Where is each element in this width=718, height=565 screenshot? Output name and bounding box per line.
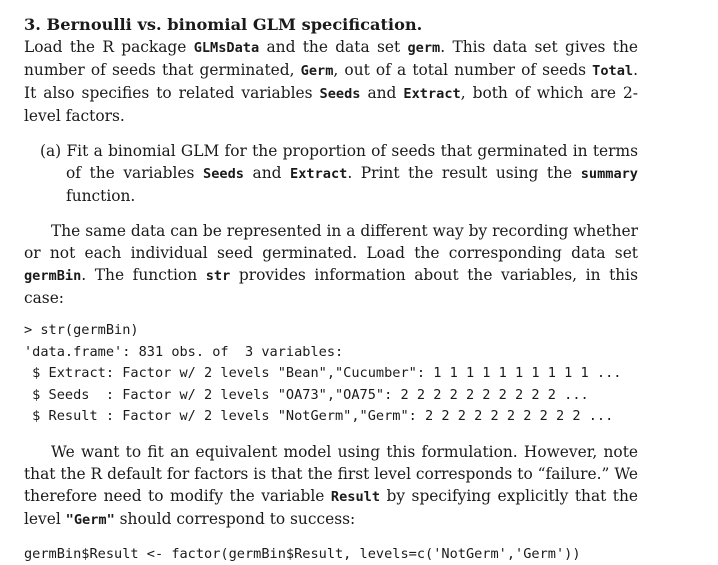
intro-text: Load the R package: [24, 38, 194, 56]
variable-name: Germ: [301, 63, 334, 79]
paragraph-text: by specifying explicitly that the level: [24, 487, 638, 528]
code-line: germBin$Result <- factor(germBin$Result, levels=c('NotGerm','Germ')): [24, 544, 714, 565]
part-a-item: [24, 140, 638, 207]
dataset-name: germ: [407, 40, 440, 56]
code-line: $ Extract: Factor w/ 2 levels "Bean","Cucumber": 1 1 1 1 1 1 1 1 1 1 ...: [24, 363, 714, 385]
code-line: > str(germBin): [24, 320, 714, 342]
paragraph-text: . The function: [81, 266, 205, 284]
intro-text: and: [360, 84, 403, 102]
code-line: $ Seeds : Factor w/ 2 levels "OA73","OA75": 2 2 2 2 2 2 2 2 2 2 ...: [24, 385, 714, 407]
intro-text: , out of a total number of seeds: [333, 61, 592, 79]
intro-text: . This data set gives the number of seeds that germinated,: [24, 38, 638, 79]
paragraph-text: should correspond to success:: [115, 510, 355, 528]
variable-name: Seeds: [203, 166, 244, 182]
variable-name: Seeds: [320, 86, 361, 102]
item-label: (a): [40, 142, 67, 160]
variable-name: Extract: [290, 166, 347, 182]
function-name: summary: [581, 166, 638, 182]
item-text: Fit a binomial GLM for the proportion of seeds that germinated in terms of the variables: [66, 142, 638, 182]
level-name: "Germ": [66, 512, 115, 528]
variable-name: Result: [331, 489, 380, 505]
third-paragraph: [24, 441, 638, 531]
second-paragraph: [24, 220, 638, 309]
intro-text: and the data set: [259, 38, 407, 56]
factor-code-block: [24, 544, 714, 565]
intro-text: . It also specifies to related variables: [24, 61, 638, 102]
variable-name: Total: [592, 63, 633, 79]
item-text: function.: [66, 187, 135, 205]
function-name: str: [206, 268, 231, 284]
package-name: GLMsData: [194, 40, 259, 56]
paragraph-text: provides information about the variables, in this case:: [24, 266, 638, 307]
str-output-block: [24, 320, 714, 428]
variable-name: Extract: [403, 86, 460, 102]
code-line: $ Result : Factor w/ 2 levels "NotGerm","Germ": 2 2 2 2 2 2 2 2 2 2 ...: [24, 406, 714, 428]
intro-text: , both of which are 2-level factors.: [24, 84, 638, 125]
item-text: . Print the result using the: [347, 164, 580, 182]
section-heading: 3. Bernoulli vs. binomial GLM specification.: [24, 14, 714, 36]
dataset-name: germBin: [24, 268, 81, 284]
paragraph-text: The same data can be represented in a different way by recording whether or not each individual seed germinated. Load the corresponding data set: [24, 222, 638, 262]
item-text: and: [244, 164, 290, 182]
code-line: 'data.frame': 831 obs. of 3 variables:: [24, 342, 714, 364]
paragraph-text: We want to fit an equivalent model using this formulation. However, note that the R default for factors is that the first level corresponds to “failure.” We therefore need to modify the variable: [24, 443, 638, 505]
document-page: [24, 14, 714, 565]
intro-paragraph: [24, 36, 638, 127]
